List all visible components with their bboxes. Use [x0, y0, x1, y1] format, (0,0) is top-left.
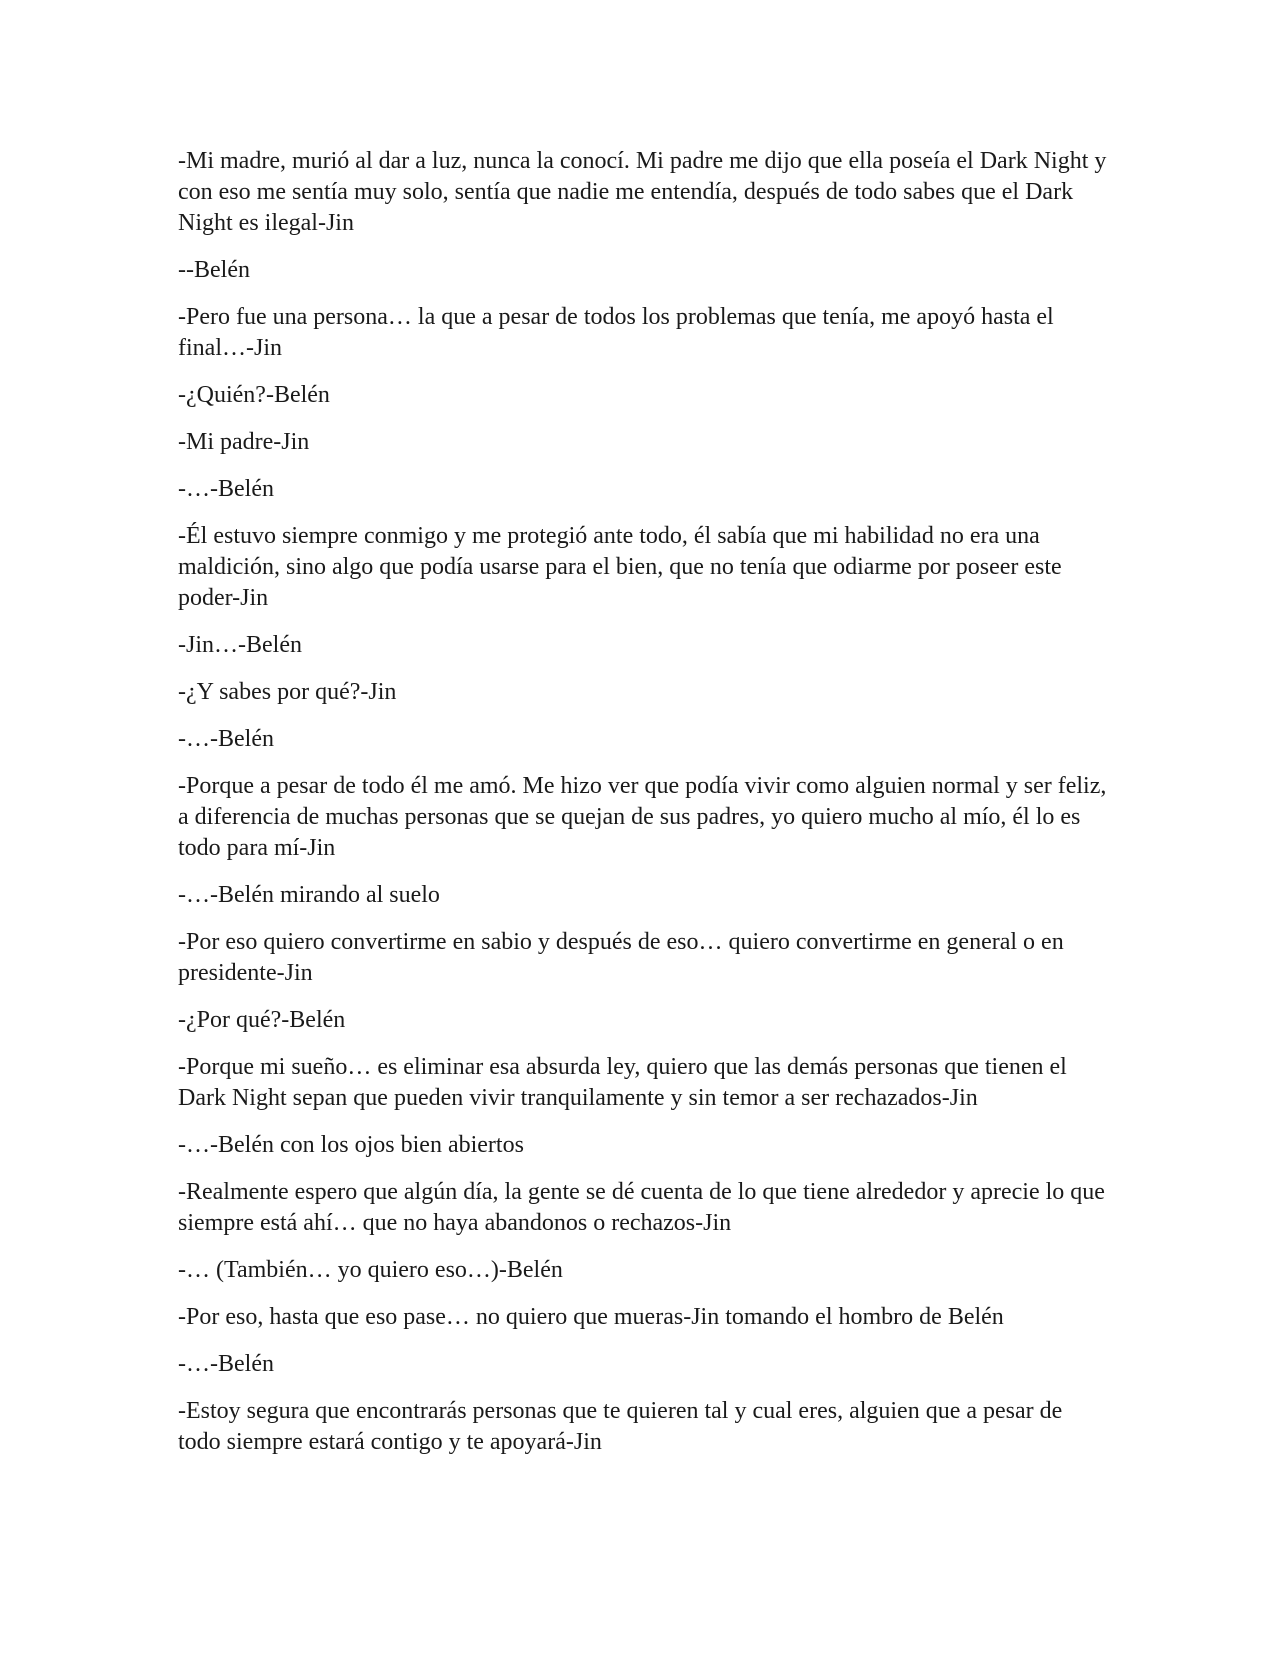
paragraph: -Por eso quiero convertirme en sabio y después de eso… quiero convertirme en general o en presidente-Jin	[178, 929, 1064, 986]
paragraph: -Porque mi sueño… es eliminar esa absurda ley, quiero que las demás personas que tienen el Dark Night sepan que pueden vivir tranquilamente y sin temor a ser rechazados-Jin	[178, 1054, 1067, 1111]
paragraph: -Él estuvo siempre conmigo y me protegió ante todo, él sabía que mi habilidad no era una maldición, sino algo que podía usarse para el bien, que no tenía que odiarme por poseer este poder-Jin	[178, 523, 1062, 611]
paragraph: -…-Belén mirando al suelo	[178, 882, 440, 908]
paragraph: -…-Belén con los ojos bien abiertos	[178, 1132, 524, 1158]
paragraph: -…-Belén	[178, 726, 274, 752]
document-body	[178, 146, 1108, 1474]
paragraph: --Belén	[178, 257, 250, 283]
paragraph: -Estoy segura que encontrarás personas que te quieren tal y cual eres, alguien que a pesar de todo siempre estará contigo y te apoyará-Jin	[178, 1398, 1063, 1455]
paragraph: -¿Quién?-Belén	[178, 382, 330, 408]
paragraph: -Porque a pesar de todo él me amó. Me hizo ver que podía vivir como alguien normal y ser feliz, a diferencia de muchas personas que se quejan de sus padres, yo quiero mucho al mío, él lo es todo para mí-Jin	[178, 773, 1107, 861]
paragraph: -¿Y sabes por qué?-Jin	[178, 679, 397, 705]
paragraph: -… (También… yo quiero eso…)-Belén	[178, 1257, 563, 1283]
paragraph: -Mi padre-Jin	[178, 429, 310, 455]
paragraph: -…-Belén	[178, 1351, 274, 1377]
paragraph: -…-Belén	[178, 476, 274, 502]
paragraph: -Por eso, hasta que eso pase… no quiero que mueras-Jin tomando el hombro de Belén	[178, 1304, 1004, 1330]
paragraph: -Mi madre, murió al dar a luz, nunca la conocí. Mi padre me dijo que ella poseía el Dark Night y con eso me sentía muy solo, sentía que nadie me entendía, después de todo sabes que el Dark Night es ilegal-Jin	[178, 148, 1107, 236]
paragraph: -¿Por qué?-Belén	[178, 1007, 346, 1033]
paragraph: -Pero fue una persona… la que a pesar de todos los problemas que tenía, me apoyó hasta el final…-Jin	[178, 304, 1054, 361]
paragraph: -Realmente espero que algún día, la gente se dé cuenta de lo que tiene alrededor y aprecie lo que siempre está ahí… que no haya abandonos o rechazos-Jin	[178, 1179, 1105, 1236]
paragraph: -Jin…-Belén	[178, 632, 302, 658]
